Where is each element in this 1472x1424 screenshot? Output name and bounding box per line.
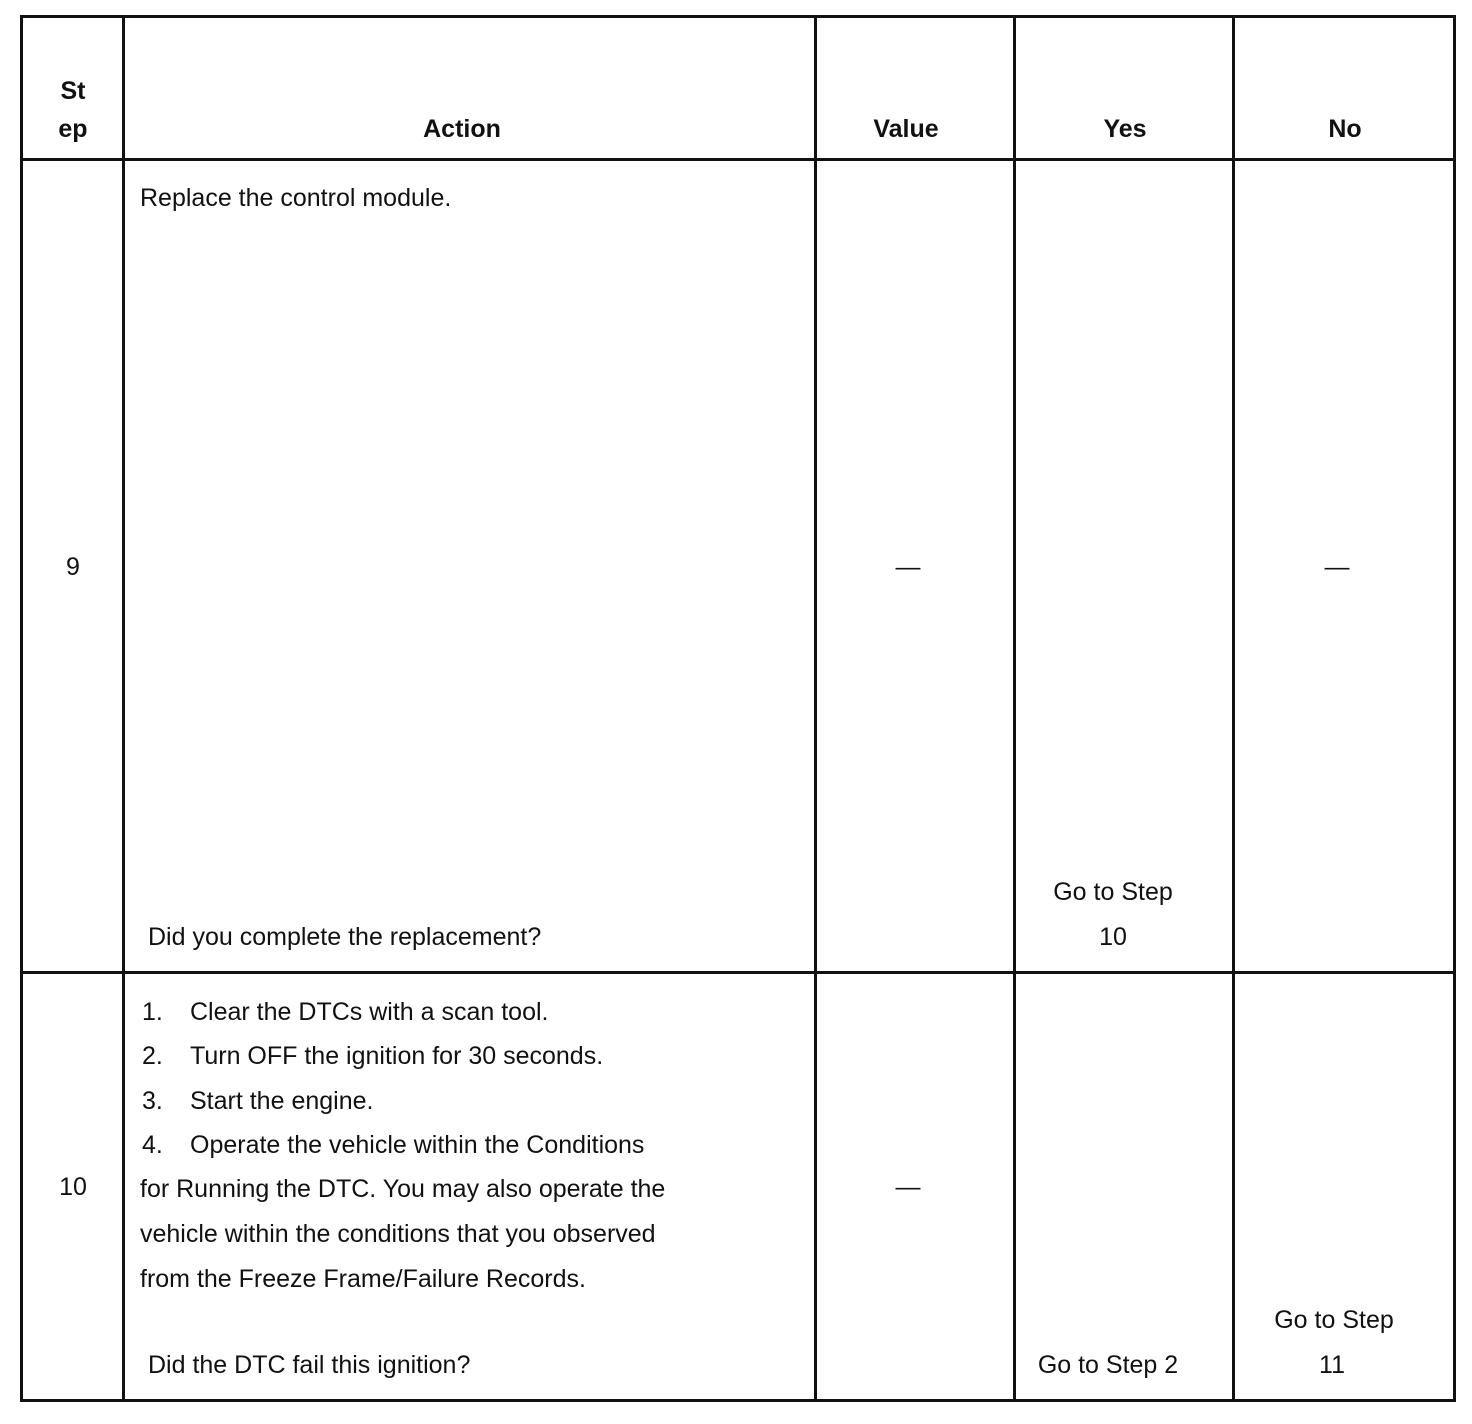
- row-10-continuation-line: for Running the DTC. You may also operate the: [140, 1175, 666, 1203]
- header-action: Action: [423, 115, 501, 143]
- row-10-list-item: [142, 997, 548, 1027]
- list-item-number: 4.: [142, 1131, 163, 1159]
- row-10-value: —: [895, 1173, 921, 1201]
- header-yes: Yes: [1103, 115, 1147, 143]
- list-item-number: 1.: [142, 998, 163, 1026]
- row-9-yes-line1: Go to Step: [1053, 878, 1173, 906]
- row-9-step: 9: [66, 553, 80, 581]
- table-border-right: [1453, 15, 1456, 1402]
- row-10-list-item: [142, 1086, 373, 1116]
- row-10-list-item: [142, 1041, 603, 1071]
- list-item-number: 2.: [142, 1042, 163, 1070]
- row-10-no-line1: Go to Step: [1274, 1306, 1394, 1334]
- header-step-line1: St: [60, 77, 86, 105]
- column-divider-yes: [1232, 15, 1235, 1402]
- list-item-text: Clear the DTCs with a scan tool.: [190, 998, 549, 1026]
- row-9-no: —: [1324, 553, 1350, 581]
- list-item-number: 3.: [142, 1087, 163, 1115]
- header-divider: [20, 158, 1456, 161]
- row-10-list-item: [142, 1130, 644, 1160]
- list-item-text: Turn OFF the ignition for 30 seconds.: [190, 1042, 604, 1070]
- row-9-question: Did you complete the replacement?: [148, 923, 542, 951]
- list-item-text: Operate the vehicle within the Conditions: [190, 1131, 645, 1159]
- header-value: Value: [873, 115, 939, 143]
- table-border-top: [20, 15, 1456, 18]
- row-10-step: 10: [59, 1173, 87, 1201]
- table-border-bottom: [20, 1399, 1456, 1402]
- header-no: No: [1328, 115, 1362, 143]
- row-10-continuation-line: vehicle within the conditions that you observed: [140, 1220, 656, 1248]
- row-10-yes: Go to Step 2: [1037, 1351, 1179, 1379]
- row-divider: [20, 971, 1456, 974]
- row-10-continuation-line: from the Freeze Frame/Failure Records.: [140, 1265, 586, 1293]
- column-divider-value: [1013, 15, 1016, 1402]
- row-9-yes-line2: 10: [1099, 923, 1127, 951]
- row-9-value: —: [895, 553, 921, 581]
- row-10-question: Did the DTC fail this ignition?: [148, 1351, 471, 1379]
- header-step-line2: ep: [58, 115, 88, 143]
- row-10-no-line2: 11: [1319, 1351, 1345, 1379]
- row-9-action-intro: Replace the control module.: [140, 184, 452, 212]
- list-item-text: Start the engine.: [190, 1087, 374, 1115]
